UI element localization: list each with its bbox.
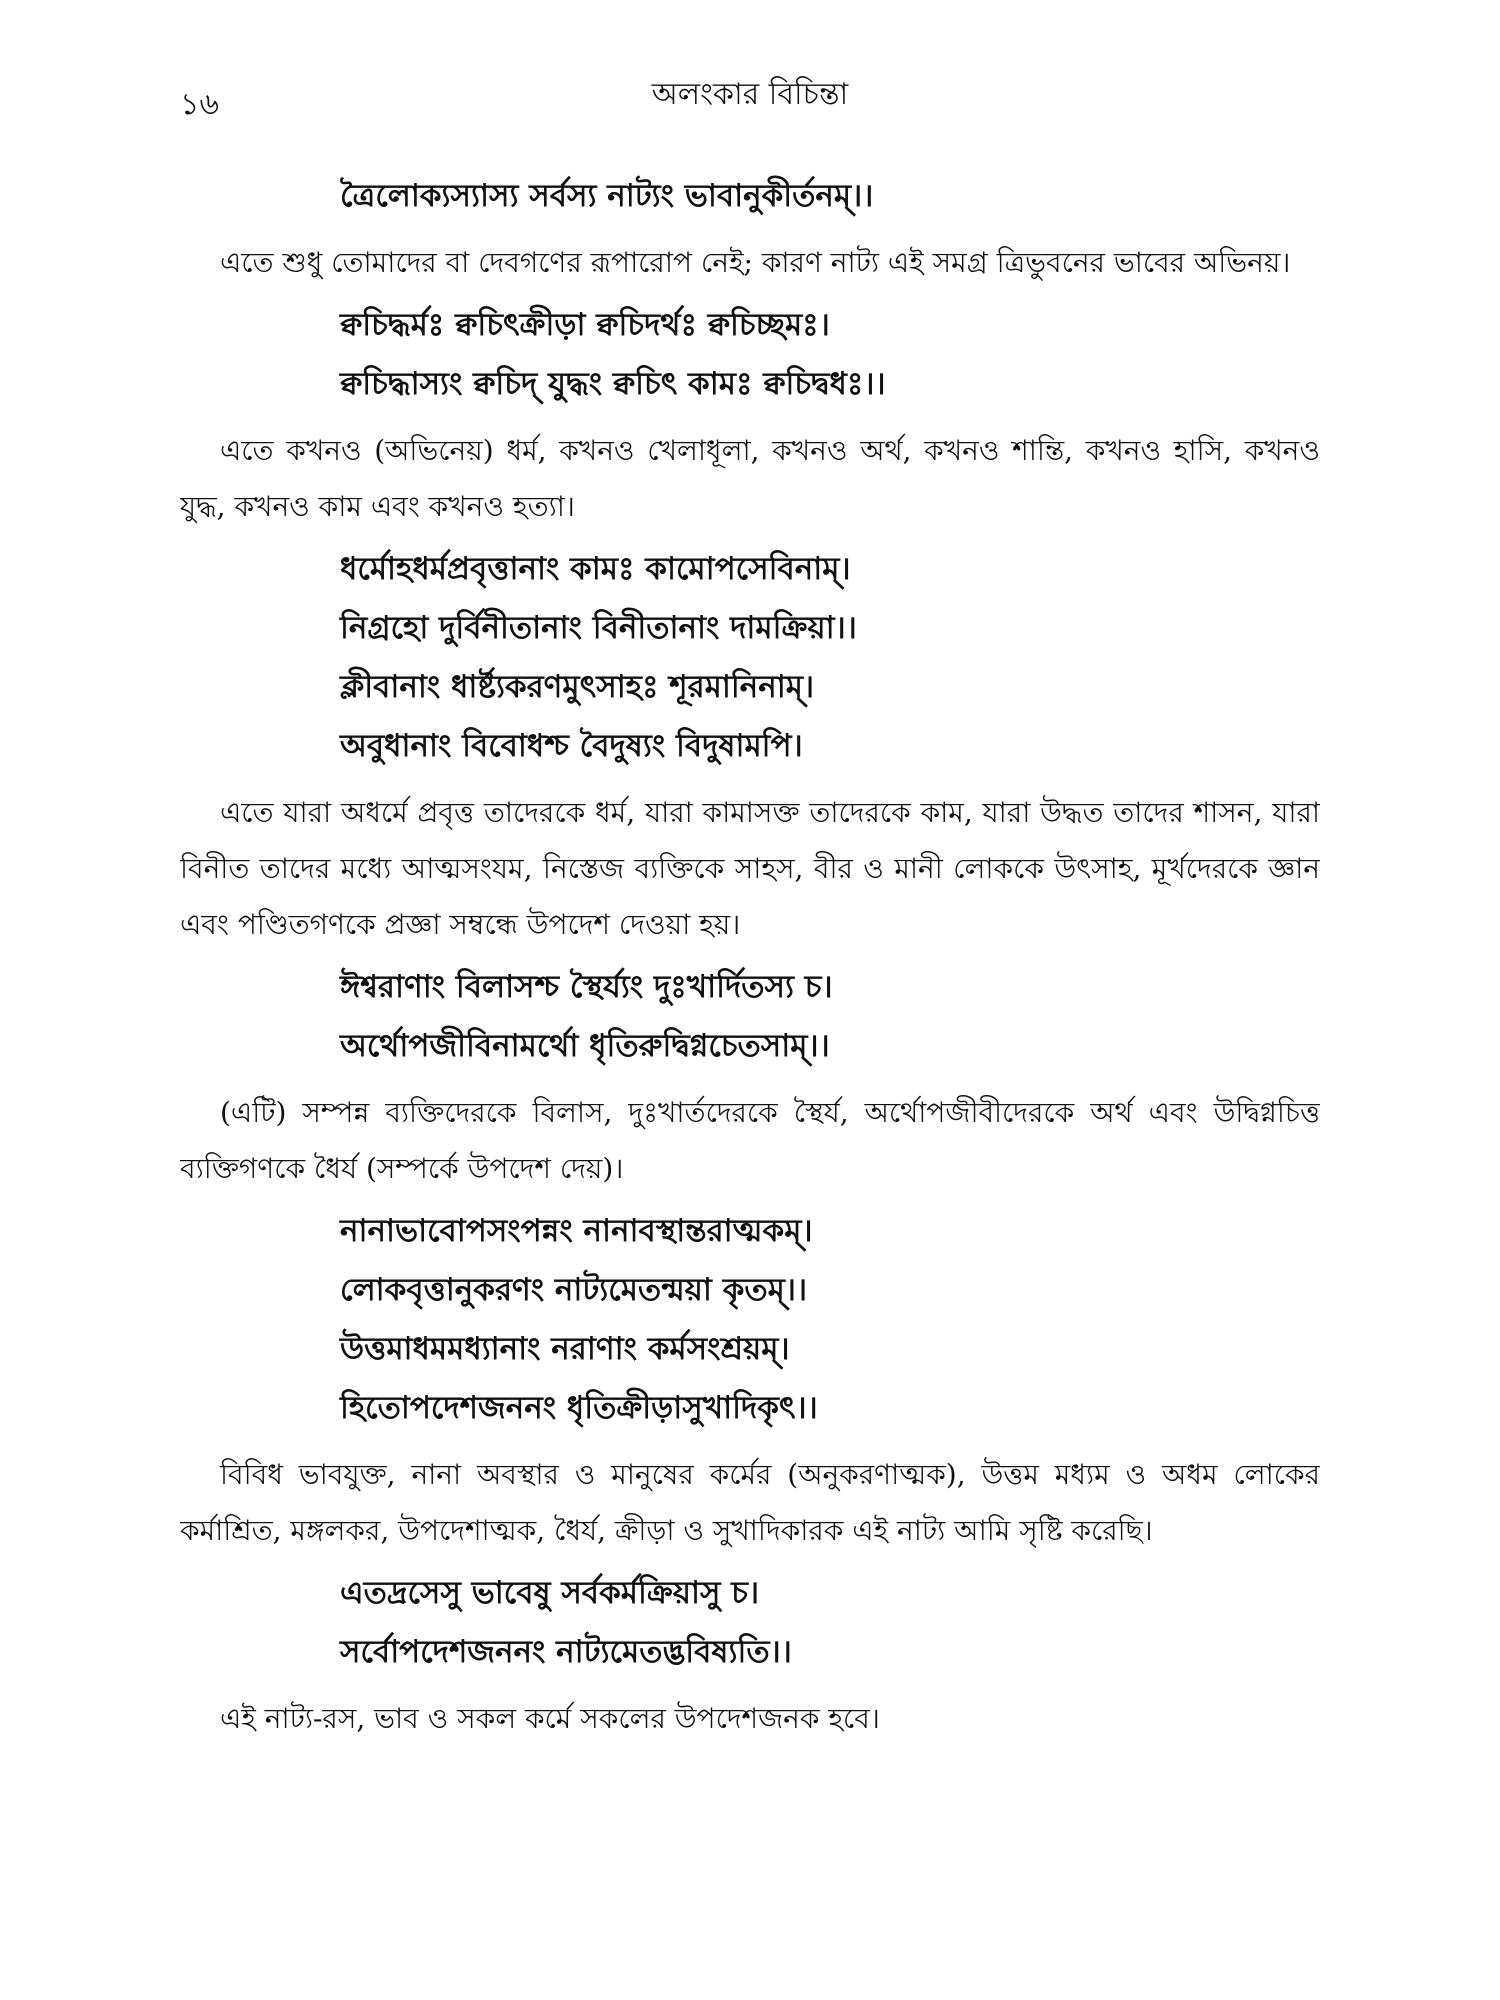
verse-line: লোকবৃত্তানুকরণং নাট্যমেতন্ময়া কৃতম্।। [340,1272,808,1308]
sanskrit-verse [180,549,1320,766]
verse-line: ঈশ্বরাণাং বিলাসশ্চ স্থৈর্য্যং দুঃখার্দিতস্য চ। [340,969,833,1005]
verse-line: ত্রৈলোক্যস্যাস্য সর্বস্য নাট্যং ভাবানুকীর্তনম্।। [340,178,874,214]
translation-paragraph: এতে যারা অধর্মে প্রবৃত্ত তাদেরকে ধর্ম, যারা কামাসক্ত তাদেরকে কাম, যারা উদ্ধত তাদের শাসন, যারা বিনীত তাদের মধ্যে আত্মসংযম, নিস্তেজ ব্যক্তিকে সাহস, বীর ও মানী লোককে উৎসাহ, মূর্খদেরকে জ্ঞান এবং পণ্ডিতগণকে প্রজ্ঞা সম্বন্ধে উপদেশ দেওয়া হয়। [180,796,1320,941]
sanskrit-verse [180,176,1320,216]
verse-line: অর্থোপজীবিনামর্থো ধৃতিরুদ্বিগ্নচেতসাম্।। [340,1028,830,1064]
passage [180,1573,1320,1747]
translation-paragraph: (এটি) সম্পন্ন ব্যক্তিদেরকে বিলাস, দুঃখার্তদেরকে স্থৈর্য, অর্থোপজীবীদেরকে অর্থ এবং উদ্বিগ্নচিত্ত ব্যক্তিগণকে ধৈর্য (সম্পর্কে উপদেশ দেয়)। [180,1096,1320,1185]
verse-line: অবুধানাং বিবোধশ্চ বৈদুষ্যং বিদুষামপি। [340,728,803,764]
verse-line: নানাভাবোপসংপন্নং নানাবস্থান্তরাত্মকম্। [340,1213,813,1249]
verse-line: উত্তমাধমমধ্যানাং নরাণাং কর্মসংশ্রয়ম্। [340,1331,790,1367]
passage [180,967,1320,1197]
verse-line: এতদ্রসেসু ভাবেষু সর্বকর্মক্রিয়াসু চ। [340,1575,760,1611]
verse-line: সর্বোপদেশজননং নাট্যমেতদ্ভবিষ্যতি।। [340,1634,792,1670]
sanskrit-verse [180,305,1320,404]
running-title: অলংকার বিচিন্তা [651,77,849,112]
translation-paragraph: এই নাট্য-রস, ভাব ও সকল কর্মে সকলের উপদেশজনক হবে। [220,1702,880,1735]
sanskrit-verse [180,967,1320,1066]
book-page [180,70,1320,1970]
passage [180,1211,1320,1559]
page-content [180,176,1320,1747]
verse-line: হিতোপদেশজননং ধৃতিক্রীড়াসুখাদিকৃৎ।। [340,1390,818,1426]
passage [180,549,1320,953]
verse-line: ক্বচিদ্ধর্মঃ ক্বচিৎক্রীড়া ক্বচিদর্থঃ ক্বচিচ্ছমঃ। [340,307,830,343]
page-number: ১৬ [180,87,219,122]
sanskrit-verse [180,1573,1320,1672]
translation-paragraph: এতে কখনও (অভিনেয়) ধর্ম, কখনও খেলাধূলা, কখনও অর্থ, কখনও শান্তি, কখনও হাসি, কখনও যুদ্ধ, কখনও কাম এবং কখনও হত্যা। [180,434,1320,523]
passage [180,305,1320,535]
translation-paragraph: এতে শুধু তোমাদের বা দেবগণের রূপারোপ নেই; কারণ নাট্য এই সমগ্র ত্রিভুবনের ভাবের অভিনয়। [220,246,1291,279]
verse-line: ধর্মোহধর্মপ্রবৃত্তানাং কামঃ কামোপসেবিনাম্। [340,551,851,587]
page-header [180,70,1320,140]
verse-line: নিগ্রহো দুর্বিনীতানাং বিনীতানাং দামক্রিয়া।। [340,610,857,646]
verse-line: ক্লীবানাং ধার্ষ্ট্যকরণমুৎসাহঃ শূরমানিনাম্। [340,669,815,705]
verse-line: ক্বচিদ্ধাস্যং ক্বচিদ্ যুদ্ধং ক্বচিৎ কামঃ ক্বচিদ্বধঃ।। [340,366,886,402]
sanskrit-verse [180,1211,1320,1428]
translation-paragraph: বিবিধ ভাবযুক্ত, নানা অবস্থার ও মানুষের কর্মের (অনুকরণাত্মক), উত্তম মধ্যম ও অধম লোকের কর্মাশ্রিত, মঙ্গলকর, উপদেশাত্মক, ধৈর্য, ক্রীড়া ও সুখাদিকারক এই নাট্য আমি সৃষ্টি করেছি। [180,1458,1320,1547]
passage [180,176,1320,291]
